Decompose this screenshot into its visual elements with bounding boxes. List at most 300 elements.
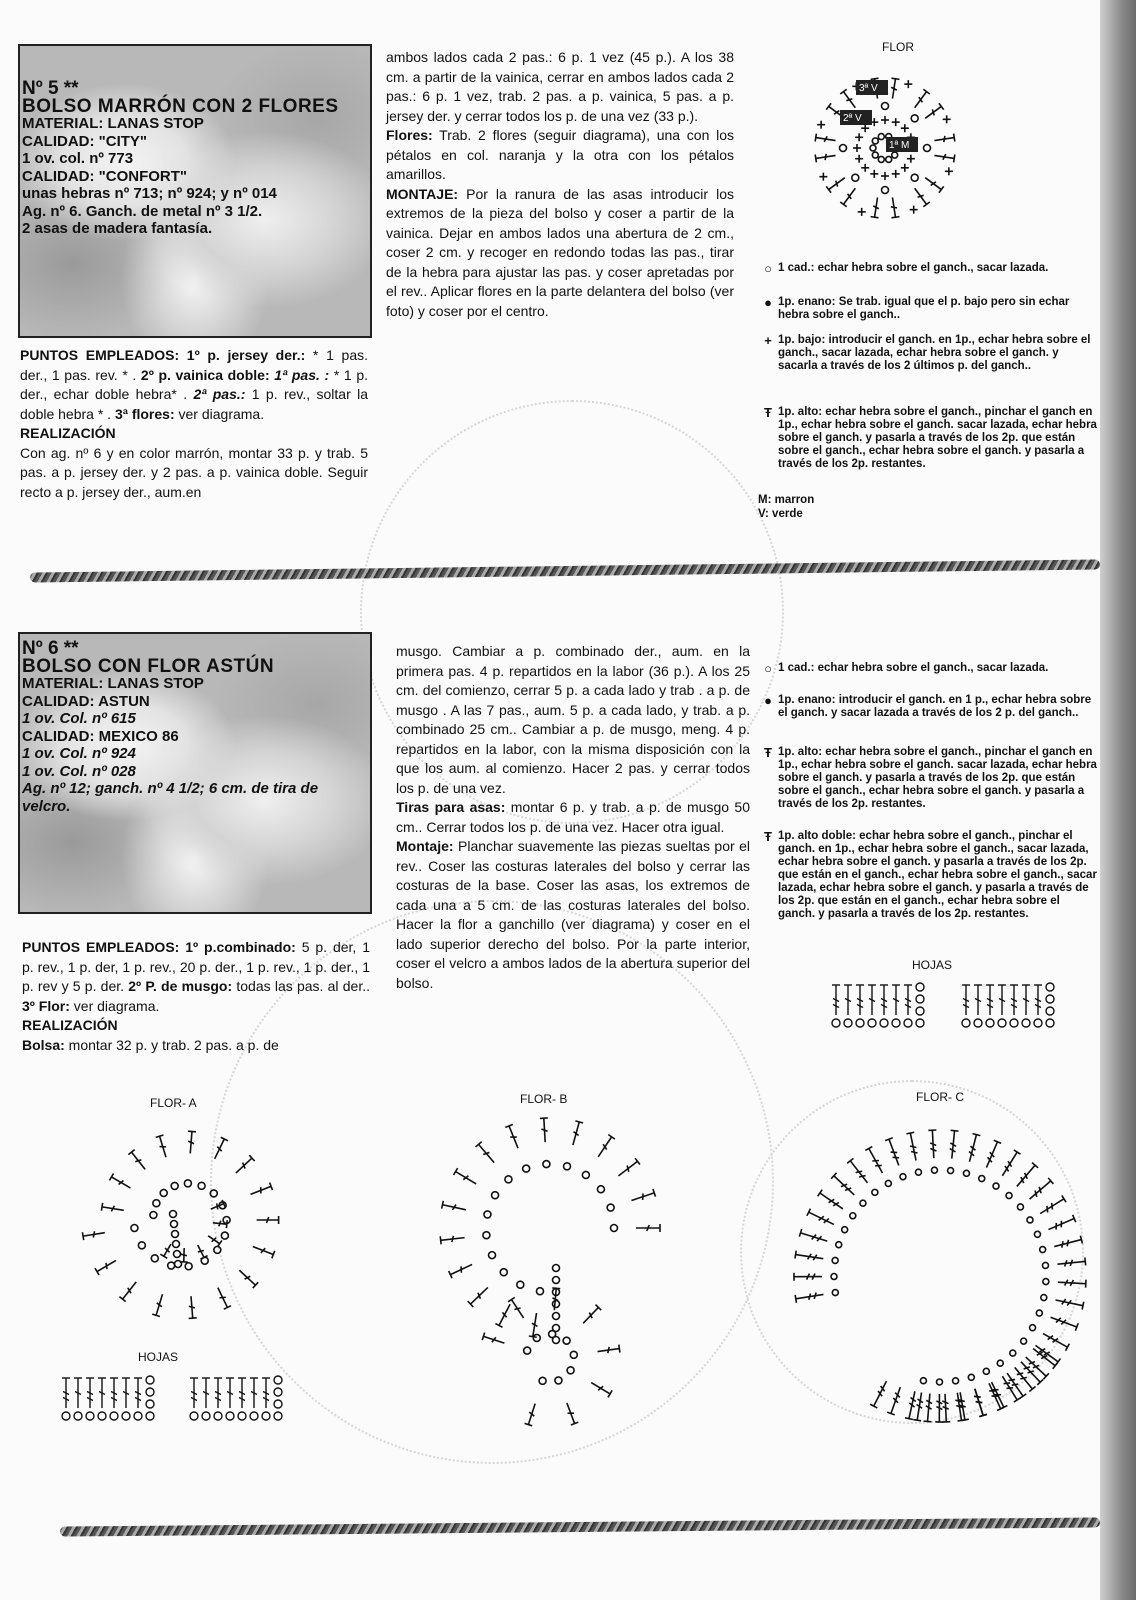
legend6-key-3: 1p. alto doble: [778,830,856,842]
bag5-continuation-column [386,48,734,321]
tall-stitch-mark [226,1378,234,1408]
chain-stitch-mark [539,1377,546,1384]
tall-stitch-mark [844,985,852,1015]
tall-stitch-mark [988,1380,1007,1409]
chain-stitch-mark [868,1019,876,1027]
chain-stitch-mark [98,1412,106,1420]
chain-stitch-mark [916,995,924,1003]
chain-stitch-mark [168,1262,175,1269]
chain-stitch-mark [570,1351,577,1358]
chain-stitch-mark [983,1368,989,1374]
tall-stitch-mark [569,1121,583,1146]
slip-stitch-icon: ● [764,295,772,310]
tall-stitch-mark [906,1132,920,1161]
chain-stitch-mark [553,1301,560,1308]
bag6-title-box [18,632,372,914]
chain-stitch-mark [974,1019,982,1027]
single-crochet-mark [819,173,827,181]
chain-stitch-mark [74,1412,82,1420]
legend6-item-cadena [758,662,1100,675]
legend5-key-0: 1 cad.: [778,262,815,274]
tall-stitch-mark [122,1378,130,1408]
chain-stitch-mark [916,983,924,991]
tall-stitch-mark [597,1345,620,1356]
tall-stitch-mark [454,1168,479,1187]
chain-stitch-mark [174,1251,181,1258]
tall-stitch-mark [962,985,970,1015]
tall-stitch-mark [449,1261,474,1278]
tall-stitch-mark [934,134,955,145]
tall-stitch-mark [482,1333,505,1347]
chain-stitch-mark [1021,1338,1027,1344]
chain-stitch-mark [1027,1217,1033,1223]
legend5-key-1: 1p. enano: [778,296,836,308]
tall-stitch-mark [202,1378,210,1408]
tall-stitch-mark [795,1291,824,1303]
chain-stitch-mark [1046,983,1054,991]
chain-stitch-mark [62,1412,70,1420]
chain-stitch-mark [850,1213,856,1219]
bag5-realizacion-head: REALIZACIÓN [20,425,116,441]
tall-stitch-mark [262,1378,270,1408]
tall-stitch-mark [630,1189,655,1204]
yarn-divider [60,1517,1100,1536]
flor-tag-2v: 2ª V [843,113,862,124]
legend6-key-0: 1 cad.: [778,662,815,674]
chain-stitch-mark [138,1242,145,1249]
chain-stitch-mark [1046,995,1054,1003]
chain-stitch-mark [533,1334,540,1341]
chain-stitch-mark [1022,1019,1030,1027]
chain-stitch-mark [900,1174,906,1180]
tall-stitch-mark [74,1378,82,1408]
chain-stitch-mark [1017,1204,1023,1210]
chain-stitch-mark [567,1367,574,1374]
tall-stitch-mark [98,1378,106,1408]
chain-stitch-mark [131,1225,138,1232]
chain-stitch-mark [915,1169,921,1175]
tall-stitch-mark [887,1386,904,1415]
tall-stitch-mark [82,1229,105,1240]
flor-tag-3v: 3ª V [859,83,878,94]
single-crochet-mark [901,124,909,132]
tall-stitch-mark [924,1393,934,1422]
bag5-p3-label: 3ª flores: [114,405,175,422]
bag5-p3-text: ver diagrama. [174,405,265,422]
chain-stitch-mark [483,1232,490,1239]
bag6-p3-text: ver diagrama. [69,997,160,1014]
tall-stitch-mark [1053,1236,1082,1251]
tall-stitch-mark [214,1378,222,1408]
chain-stitch-mark [250,1412,258,1420]
double-crochet-icon: Ŧ [764,745,772,760]
chain-stitch-mark [582,1171,589,1178]
chain-stitch-mark [1030,1325,1036,1331]
bag6-montaje-text: Planchar suavemente las piezas sueltas por el rev.. Coser las costuras laterales del bolso y cerrar las costuras de la base. Coser las asas, los extremos de cada una a 5 cm. de las costuras laterales del bolso. Hacer la flor a ganchillo (ver diagrama) y coser en el lado superior derecho del bolso. Por la parte interior, coser el velcro a ambos lados de la abertura superior del bolso. [396,838,750,991]
legend-bag6 [758,662,1100,942]
tall-stitch-mark [636,1224,660,1232]
tall-stitch-mark [868,985,876,1015]
bag6-p2-label: 2º P. de musgo: [128,978,233,994]
tall-stitch-mark [795,1251,824,1263]
bag5-montaje-text: Por la ranura de las asas introducir los extremos de la pieza del bolso y coser a partir de la vainica. Dejar en ambos lados una abertura de 2 cm., coser 2 cm. y recoger en redondo todas las pas., tirar de la hebra para ajustar las pas. y coser apretadas por el rev.. Aplicar flores en la parte delantera del bolso (ver foto) y coser por el centro. [386,185,734,319]
chain-stitch-mark [553,1277,560,1284]
chain-stitch-mark [911,174,918,181]
single-crochet-mark [853,144,861,152]
tall-stitch-mark [62,1378,70,1408]
chain-stitch-mark [190,1412,198,1420]
chain-stitch-mark [153,1200,160,1207]
chain-stitch-mark [564,1163,571,1170]
double-crochet-icon: Ŧ [764,405,772,420]
tall-stitch-mark [986,985,994,1015]
bag5-number: Nº 5 ** [22,78,79,99]
tall-stitch-mark [505,1124,521,1149]
chain-stitch-mark [1042,1262,1048,1268]
flor-b-diagram [420,1108,670,1468]
legend-bag5 [758,262,1100,532]
chain-stitch-mark [563,1337,570,1344]
single-crochet-mark [817,121,825,129]
chain-stitch-mark [214,1246,221,1253]
chain-stitch-mark [523,1165,530,1172]
bag6-p1-text: 5 p. der, 1 p. rev., 1 p. der, 1 p. rev., 20 p. der., 1 p. rev., 1 p. der., 1 p. rev y 5 p. der. [22,939,371,994]
tall-stitch-mark [237,1267,259,1288]
chain-stitch-mark [274,1388,282,1396]
chain-stitch-mark [110,1412,118,1420]
chain-stitch-mark [274,1400,282,1408]
chain-stitch-mark [171,1221,178,1228]
tall-stitch-mark [983,1140,1001,1169]
legend5-text-3: echar hebra sobre el ganch., pinchar el ganch en 1p., echar hebra sobre el ganch. sacar lazada, echar hebra sobre el ganch. y pasarla a través de los 2p. que están sobre el ganch., echar hebra sobre el ganch. y pasarla a través de los 2p. restantes. [778,406,1097,470]
chain-stitch-mark [198,1182,205,1189]
tall-stitch-mark [999,1150,1021,1178]
legend5-item-bajo [758,334,1100,373]
single-crochet-mark [870,170,878,178]
tall-stitch-mark [840,186,858,207]
hojas-diagram-left [58,1368,318,1428]
chain-stitch-mark [842,1227,848,1233]
bag6-realizacion-head: REALIZACIÓN [22,1017,118,1033]
chain-stitch-mark [274,1412,282,1420]
bag5-cont-text: ambos lados cada 2 pas.: 6 p. 1 vez (45 p.). A los 38 cm. a partir de la vainica, cerrar en ambos lados cada 2 pas.: 6 p. 1 vez, trab. 2 pas. a p. vainica, 5 pas. a p. jersey der. y cerrar todos los p. de una vez (33 p.). [386,49,734,124]
chain-stitch-mark [993,1183,999,1189]
tall-stitch-mark [250,1378,258,1408]
tall-stitch-mark [211,1137,228,1160]
single-crochet-mark [855,133,863,141]
tall-stitch-mark [911,89,929,110]
chain-stitch-mark [134,1412,142,1420]
chain-stitch-mark [492,1192,499,1199]
tall-stitch-mark [799,1229,828,1245]
single-crochet-mark [858,208,866,216]
slip-stitch-icon: ● [764,693,772,708]
chain-stitch-mark [517,1281,524,1288]
tall-stitch-mark [110,1378,118,1408]
chain-stitch-mark [607,1204,614,1211]
tall-stitch-mark [529,1312,541,1337]
chain-stitch-mark [1046,1019,1054,1027]
tall-stitch-mark [831,1173,857,1198]
tall-stitch-mark [923,103,944,121]
tall-stitch-mark [595,1135,615,1159]
tall-stitch-mark [1047,1215,1076,1233]
chain-stitch-mark [150,1211,157,1218]
bag6-puntos-head: PUNTOS EMPLEADOS: [22,939,180,955]
chain-stitch-mark [882,103,889,110]
chain-stitch-mark [916,1019,924,1027]
chain-stitch-mark [1034,1019,1042,1027]
treble-crochet-icon: Ŧ [764,829,772,844]
bag6-continuation-column [396,642,750,993]
tall-stitch-mark [971,1388,987,1417]
tall-stitch-mark [233,1155,255,1176]
tall-stitch-mark [180,1248,188,1262]
chain-stitch-mark [543,1161,550,1168]
tall-stitch-mark [985,1382,1004,1411]
chain-stitch-mark [226,1412,234,1420]
tall-stitch-mark [948,1130,959,1159]
bag6-p3-label: 3º Flor: [22,997,70,1014]
chain-stitch-mark [553,1313,560,1320]
bag6-cont-text: musgo. Cambiar a p. combinado der., aum. en la primera pas. 4 p. repartidos en la labor (36 p.). A los 25 cm. del comienzo, cerrar 5 p. a cada lado y trab . a p. de musgo . A las 7 pas., aum. 5 p. a cada lado, y trab. a p. combinado 25 cm.. Cambiar a p. de musgo, meng. 4 p. repartidos en la labor, con la misma disposición con la que los aum. al comienzo. Hacer 2 pas. y cerrar todos los p. de una vez. [396,643,750,796]
tall-stitch-mark [563,1402,578,1425]
tall-stitch-mark [832,985,840,1015]
flor-c-label: FLOR- C [916,1090,964,1104]
chain-stitch-mark [202,1412,210,1420]
tall-stitch-mark [870,1379,890,1408]
tall-stitch-mark [865,1147,886,1175]
tall-stitch-mark [1022,985,1030,1015]
chain-stitch-mark [172,1231,179,1238]
chain-stitch-mark [998,1019,1006,1027]
chain-stitch-mark [885,1180,891,1186]
bag6-color-1: 1 ov. Col. nº 615 [22,710,136,727]
tall-stitch-mark [889,197,900,218]
chain-stitch-mark [1043,1279,1049,1285]
tall-stitch-mark [1055,1296,1084,1310]
chain-stitch-mark [878,134,884,140]
chain-stitch-mark [832,1290,838,1296]
chain-stitch-mark [611,1225,618,1232]
chain-stitch-mark [844,1019,852,1027]
legend6-item-alto-doble [758,830,1100,921]
tall-stitch-mark [1041,1330,1069,1351]
single-crochet-mark [881,116,889,124]
page-edge-shadow [1100,0,1136,1600]
chain-stitch-mark [536,1288,543,1295]
bag5-title-box [18,44,372,338]
bag5-hebras: unas hebras nº 713; nº 924; y nº 014 [22,185,277,202]
tall-stitch-mark [935,1394,943,1422]
tall-stitch-mark [1038,1195,1066,1217]
tall-stitch-mark [540,1118,549,1142]
chain-stitch-mark [979,1176,985,1182]
tall-stitch-mark [826,174,847,192]
flor-label: FLOR [882,40,915,54]
chain-stitch-mark [924,145,931,152]
tall-stitch-mark [871,197,882,218]
chain-stitch-mark [1034,1231,1040,1237]
tall-stitch-mark [892,985,900,1015]
tall-stitch-mark [134,1378,142,1408]
tall-stitch-mark [885,1138,902,1167]
flor-a-diagram [50,1110,290,1330]
tall-stitch-mark [257,1216,279,1224]
tall-stitch-mark [1012,1365,1036,1392]
bag6-bolsa-text: montar 32 p. y trab. 2 pas. a p. de [64,1036,279,1053]
chain-stitch-mark [553,1265,560,1272]
chain-stitch-mark [146,1412,154,1420]
tall-stitch-mark [249,1183,272,1198]
chain-stitch-mark [1006,1193,1012,1199]
legend5-text-2: introducir el ganch. en 1p., echar hebra sobre el ganch., sacar lazada, echar hebra sobre el ganch. y sacarla a través de los 2 últimos p. del ganch.. [778,334,1091,372]
tall-stitch-mark [101,1203,124,1214]
single-crochet-icon: + [764,333,772,348]
single-crochet-mark [901,164,909,172]
single-crochet-mark [904,80,912,88]
chain-stitch-mark [122,1412,130,1420]
tall-stitch-mark [856,985,864,1015]
bag6-tiras-label: Tiras para asas: [396,799,506,815]
chain-stitch-mark [872,1189,878,1195]
legend6-item-enano [758,694,1100,720]
chain-stitch-mark [882,187,889,194]
single-crochet-mark [855,155,863,163]
chain-stitch-mark [262,1412,270,1420]
legend6-text-3: echar hebra sobre el ganch., pinchar el ganch. en 1p., echar hebra sobre el ganch., sacar lazada, echar hebra sobre el ganch. y pasarla a través de los 2p. que están en el ganch., echar hebra sobre el ganch., sacar lazada, echar hebra sobre el ganch. y pasarla a través de los 2p. que están en el ganch., echar hebra sobre el ganch. y pasarla a través de los 2p. restantes. [778,830,1097,920]
chain-stitch-mark [852,174,859,181]
chain-stitch-mark [968,1374,974,1380]
chain-stitch-mark [904,1019,912,1027]
tall-stitch-mark [616,1158,640,1179]
chain-stitch-mark [911,115,918,122]
bag5-agujas: Ag. nº 6. Ganch. de metal nº 3 1/2. [22,202,263,220]
tall-stitch-mark [1014,1163,1038,1189]
tall-stitch-mark [966,1134,981,1163]
tall-stitch-mark [974,985,982,1015]
tall-stitch-mark [442,1201,467,1214]
tall-stitch-mark [794,1273,822,1281]
legend5-item-enano [758,296,1100,322]
single-crochet-mark [881,172,889,180]
bag5-asas: 2 asas de madera fantasía. [22,220,213,237]
tall-stitch-mark [187,1296,197,1319]
chain-stitch-mark [1010,1019,1018,1027]
bag5-p2a-text: * 1 p. der., echar doble hebra* . [20,366,368,402]
tall-stitch-mark [840,89,858,110]
flor-b-label: FLOR- B [520,1092,568,1106]
bag5-p2a-label: 1ª pas. : [274,366,330,383]
chain-stitch-mark [840,145,847,152]
tall-stitch-mark [152,1293,166,1316]
chain-stitch-mark [1040,1247,1046,1253]
chain-stitch-mark [1046,1007,1054,1015]
legend5-text-0: echar hebra sobre el ganch., sacar lazada. [814,262,1049,274]
chain-stitch-mark [953,1378,959,1384]
tall-stitch-mark [807,1209,836,1228]
tall-stitch-mark [998,985,1006,1015]
bag5-realizacion-text: Con ag. nº 6 y en color marrón, montar 33 p. y trab. 5 pas. a p. jersey der. y 2 pas. a p. vainica doble. Seguir recto a p. jersey der., aum.en [20,444,368,500]
bag5-title: BOLSO MARRÓN CON 2 FLORES [22,95,339,117]
flor-a-label: FLOR- A [150,1096,197,1110]
tall-stitch-mark [476,1142,498,1165]
chain-stitch-mark [870,145,876,151]
tall-stitch-mark [525,1402,539,1425]
bag5-flores-label: Flores: [386,127,433,143]
legend5-key-3: 1p. alto: [778,406,823,418]
bag6-color-2: 1 ov. Col. nº 924 [22,745,136,762]
chain-stitch-mark [553,1325,560,1332]
chain-stitch-mark [997,1360,1003,1366]
flor-diagram [790,60,980,230]
tall-stitch-mark [815,134,836,145]
chain-stitch-mark [489,1252,496,1259]
tall-stitch-mark [847,1158,871,1185]
chain-stitch-mark [184,1180,191,1187]
bag6-calidad-2: CALIDAD: MEXICO 86 [22,727,179,745]
tall-stitch-mark [889,78,900,99]
tall-stitch-mark [913,1392,925,1421]
tall-stitch-mark [468,1285,491,1307]
bag5-color-1: 1 ov. col. nº 773 [22,150,134,167]
tall-stitch-mark [580,1305,601,1326]
bag5-montaje-label: MONTAJE: [386,185,459,202]
tall-stitch-mark [508,1297,527,1320]
chain-stitch-mark [831,1274,837,1280]
single-crochet-mark [943,115,951,123]
chain-stitch-mark [524,1347,531,1354]
bag5-puntos-head: PUNTOS EMPLEADOS: [20,347,180,363]
bag5-puntos-column [20,346,368,502]
chain-stitch-mark [1041,1295,1047,1301]
tall-stitch-mark [1010,985,1018,1015]
tall-stitch-mark [815,152,836,163]
tall-stitch-mark [238,1378,246,1408]
chain-stitch-mark [962,1019,970,1027]
legend5-color-m [758,494,814,507]
legend6-key-2: 1p. alto: [778,746,823,758]
tall-stitch-mark [923,174,944,192]
chain-stitch-mark [170,1211,177,1218]
tall-stitch-mark [880,985,888,1015]
chain-stitch-mark [872,152,878,158]
tall-stitch-mark [214,1286,231,1309]
chain-stitch-mark [986,1019,994,1027]
chain-stitch-mark [173,1241,180,1248]
hojas-label-right: HOJAS [912,958,953,972]
single-crochet-mark [945,167,953,175]
chain-stitch-mark [221,1232,228,1239]
legend6-item-alto [758,746,1100,811]
bag6-p2-text: todas las pas. al der.. [232,978,370,994]
single-crochet-mark [892,170,900,178]
tall-stitch-mark [95,1257,118,1275]
single-crochet-mark [910,206,918,214]
tall-stitch-mark [589,1379,612,1397]
tall-stitch-mark [119,1279,139,1301]
tall-stitch-mark [928,1130,937,1158]
single-crochet-mark [861,124,869,132]
chain-stitch-mark [1036,1310,1042,1316]
chain-stitch-mark [146,1400,154,1408]
chain-stitch-mark [597,1186,604,1193]
bag5-material: MATERIAL: LANAS STOP [22,115,204,132]
flor-tag-1m: 1ª M [889,140,910,151]
bag5-p2b-label: 2ª pas.: [193,386,246,402]
tall-stitch-mark [194,1243,207,1259]
bag6-puntos-column [22,938,370,1055]
